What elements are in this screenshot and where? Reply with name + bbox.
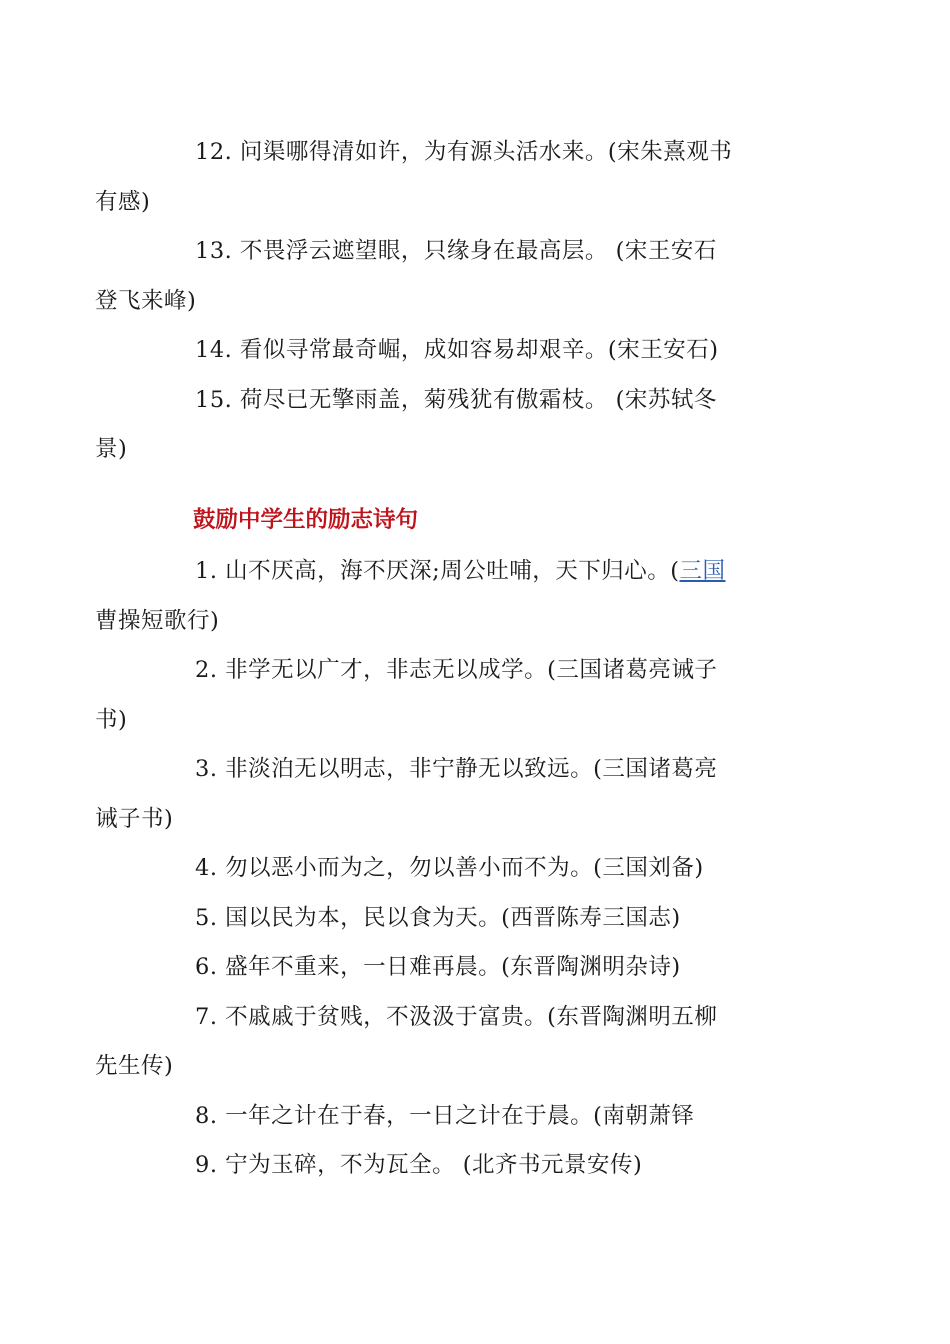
- poem-text: 12. 问渠哪得清如许，为有源头活水来。(宋朱熹观书: [195, 139, 733, 165]
- poem-text: 6. 盛年不重来，一日难再晨。(东晋陶渊明杂诗): [195, 954, 681, 980]
- poem-line-8: [145, 1092, 785, 1142]
- poem-text: 1. 山不厌高，海不厌深;周公吐哺，天下归心。(: [195, 558, 680, 584]
- poem-text-wrap: 曹操短歌行): [95, 607, 220, 634]
- poem-line-2: [95, 646, 785, 745]
- poem-line-9: [145, 1141, 785, 1191]
- poem-text-wrap: 登飞来峰): [95, 287, 197, 314]
- poem-text: 5. 国以民为本，民以食为天。(西晋陈寿三国志): [195, 904, 681, 931]
- poem-line-13: [95, 227, 785, 326]
- poem-line-6: [145, 943, 785, 993]
- poem-text-wrap: 先生传): [95, 1053, 174, 1079]
- poem-text: 8. 一年之计在于春，一日之计在于晨。(南朝萧铎: [195, 1102, 695, 1129]
- poem-text: 14. 看似寻常最奇崛，成如容易却艰辛。(宋王安石): [195, 337, 719, 363]
- poem-line-15: [95, 376, 785, 475]
- section-heading: 鼓励中学生的励志诗句: [193, 506, 419, 533]
- poem-text-wrap: 有感): [95, 188, 151, 215]
- poem-text: 13. 不畏浮云遮望眼，只缘身在最高层。 (宋王安石: [195, 238, 717, 264]
- poem-text-wrap: 诫子书): [95, 805, 174, 832]
- poem-line-5: [145, 894, 785, 944]
- section-gap: [145, 475, 785, 496]
- poem-line-12: [95, 128, 785, 227]
- poem-text: 4. 勿以恶小而为之，勿以善小而不为。(三国刘备): [195, 855, 704, 881]
- poem-line-4: [145, 844, 785, 894]
- poem-text-wrap: 书): [95, 706, 128, 733]
- document-page: [95, 128, 785, 1191]
- poem-text: 2. 非学无以广才，非志无以成学。(三国诸葛亮诫子: [195, 657, 718, 683]
- poem-line-3: [95, 745, 785, 844]
- poem-text: 15. 荷尽已无擎雨盖，菊残犹有傲霜枝。 (宋苏轼冬: [195, 386, 717, 413]
- poem-text: 9. 宁为玉碎，不为瓦全。 (北齐书元景安传): [195, 1152, 643, 1178]
- poem-line-1: [95, 547, 785, 646]
- poem-text: 7. 不戚戚于贫贱，不汲汲于富贵。(东晋陶渊明五柳: [195, 1003, 718, 1030]
- poem-text-wrap: 景): [95, 436, 128, 462]
- poem-list-continued: [95, 128, 785, 475]
- poem-line-7: [95, 993, 785, 1092]
- poem-list-inspirational: [95, 547, 785, 1191]
- poem-source-link[interactable]: 三国: [679, 558, 726, 584]
- poem-text: 3. 非淡泊无以明志，非宁静无以致远。(三国诸葛亮: [195, 756, 718, 782]
- poem-line-14: [145, 326, 785, 376]
